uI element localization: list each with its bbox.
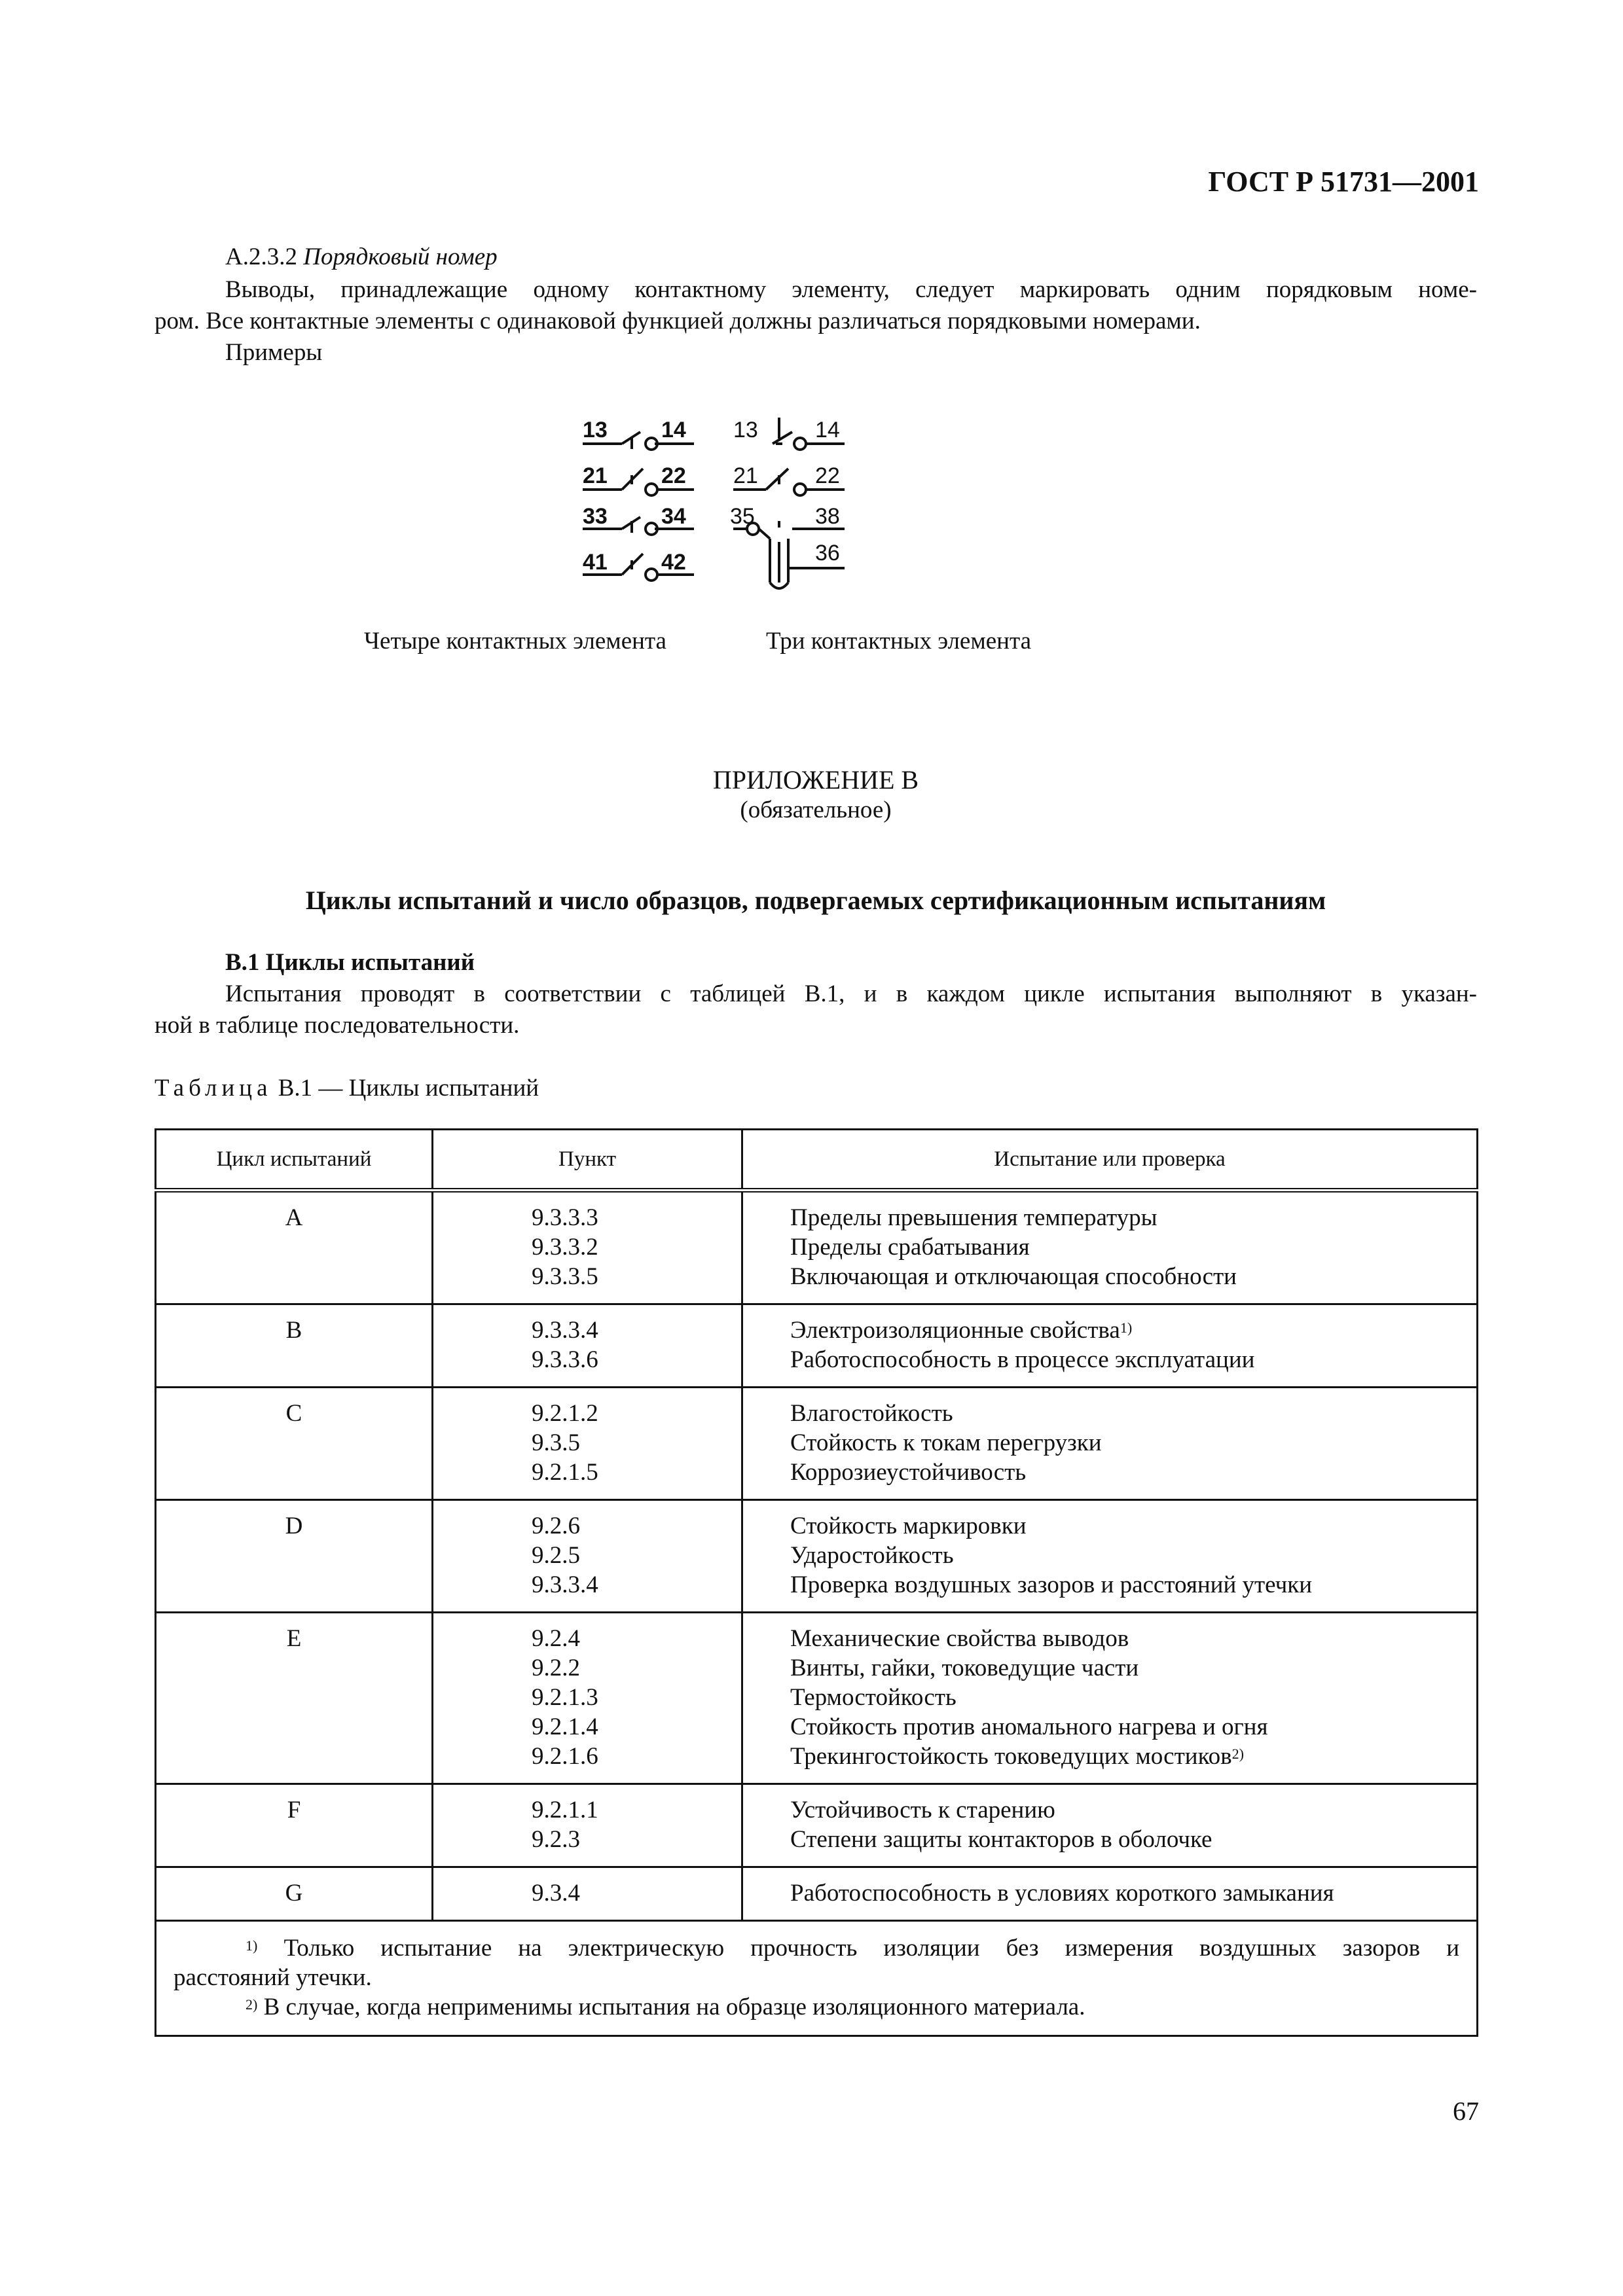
terminal-label: 13 <box>583 418 608 442</box>
table-row <box>156 1191 1478 1304</box>
test-cell: Пределы превышения температуры Пределы срабатывания Включающая и отключающая способности <box>742 1191 1478 1304</box>
terminal-label: 41 <box>583 550 608 575</box>
table-row <box>156 1500 1478 1613</box>
page-number: 67 <box>1453 2096 1479 2126</box>
section-title: Порядковый номер <box>303 243 498 270</box>
terminal-label: 35 <box>730 504 755 529</box>
section-number: А.2.3.2 <box>225 243 297 270</box>
test-cell: Механические свойства выводов Винты, гайки, токоведущие части Термостойкость Стойкость против аномального нагрева и огня Трекингостойкость токоведущих мостиков$^{2)}$ <box>742 1613 1478 1784</box>
item-cell: 9.3.3.3 9.3.3.2 9.3.3.5 <box>433 1191 742 1304</box>
terminal-label: 21 <box>583 463 608 488</box>
section-a232-heading <box>155 242 1477 272</box>
terminal-label: 14 <box>815 418 840 442</box>
footnote-1: $^{1)}$ Только испытание на электрическую прочность изоляции без измерения воздушных зазоров и <box>246 1935 1460 1962</box>
terminal-label: 34 <box>661 504 686 529</box>
cycle-cell: A <box>156 1191 433 1304</box>
terminal-label: 22 <box>815 463 840 488</box>
test-cycles-table <box>155 1128 1478 2037</box>
table-footnotes <box>156 1921 1478 2036</box>
test-cell: Устойчивость к старению Степени защиты контакторов в оболочке <box>742 1784 1478 1867</box>
document-header: ГОСТ Р 51731—2001 <box>1208 166 1479 198</box>
section-b1-body-line2: ной в таблице последовательности. <box>155 1012 520 1039</box>
table-caption-rest: В.1 — Циклы испытаний <box>272 1075 539 1102</box>
cycle-cell: G <box>156 1867 433 1921</box>
section-a232-body-line1: Выводы, принадлежащие одному контактному элементу, следует маркировать одним порядковым номе- <box>225 276 1477 303</box>
table-row <box>156 1867 1478 1921</box>
diagram-caption-right: Три контактных элемента <box>766 628 1032 655</box>
terminal-label: 13 <box>733 418 758 442</box>
section-b1-body-line1: Испытания проводят в соответствии с таблицей В.1, и в каждом цикле испытания выполняют в указан- <box>225 980 1477 1007</box>
terminal-label: 33 <box>583 504 608 529</box>
table-row <box>156 1613 1478 1784</box>
cycle-cell: D <box>156 1500 433 1613</box>
item-cell: 9.2.6 9.2.5 9.3.3.4 <box>433 1500 742 1613</box>
section-b1-title: В.1 Циклы испытаний <box>225 949 475 976</box>
table-row <box>156 1304 1478 1388</box>
cycle-cell: B <box>156 1304 433 1388</box>
cycle-cell: C <box>156 1388 433 1500</box>
appendix-heading: Циклы испытаний и число образцов, подвергаемых сертификационным испытаниям <box>305 886 1326 915</box>
test-cell: Влагостойкость Стойкость к токам перегрузки Коррозиеустойчивость <box>742 1388 1478 1500</box>
table-row <box>156 1784 1478 1867</box>
terminal-label: 21 <box>733 463 758 488</box>
item-cell: 9.3.3.4 9.3.3.6 <box>433 1304 742 1388</box>
test-cell: Электроизоляционные свойства$^{1)}$ Работоспособность в процессе эксплуатации <box>742 1304 1478 1388</box>
item-cell: 9.3.4 <box>433 1867 742 1921</box>
item-cell: 9.2.4 9.2.2 9.2.1.3 9.2.1.4 9.2.1.6 <box>433 1613 742 1784</box>
examples-label: Примеры <box>225 339 323 366</box>
terminal-label: 22 <box>661 463 686 488</box>
column-header-test: Испытание или проверка <box>742 1130 1478 1191</box>
section-a232-body-line2: ром. Все контактные элементы с одинаковой функцией должны различаться порядковыми номерами. <box>155 308 1201 334</box>
table-row <box>156 1388 1478 1500</box>
column-header-item: Пункт <box>433 1130 742 1191</box>
cycle-cell: F <box>156 1784 433 1867</box>
terminal-label: 38 <box>815 504 840 529</box>
table-footnotes-row <box>156 1921 1478 2036</box>
appendix-title: ПРИЛОЖЕНИЕ В <box>712 765 919 795</box>
appendix-subtitle: (обязательное) <box>740 797 892 823</box>
footnote-ref: 2) <box>1231 1746 1244 1762</box>
table-caption <box>155 1073 1477 1103</box>
cycle-cell: E <box>156 1613 433 1784</box>
footnote-ref: 1) <box>1120 1319 1133 1336</box>
column-header-cycle: Цикл испытаний <box>156 1130 433 1191</box>
table-caption-prefix: Таблица <box>155 1075 272 1102</box>
footnote-1-cont: расстояний утечки. <box>173 1964 372 1991</box>
diagram-caption-left: Четыре контактных элемента <box>364 628 666 655</box>
test-cell: Стойкость маркировки Ударостойкость Проверка воздушных зазоров и расстояний утечки <box>742 1500 1478 1613</box>
terminal-label: 14 <box>661 418 686 442</box>
table-header-row <box>156 1130 1478 1191</box>
terminal-label: 42 <box>661 550 686 575</box>
item-cell: 9.2.1.1 9.2.3 <box>433 1784 742 1867</box>
test-cell: Работоспособность в условиях короткого замыкания <box>742 1867 1478 1921</box>
footnote-2: $^{2)}$ В случае, когда неприменимы испытания на образце изоляционного материала. <box>246 1994 1085 2020</box>
contact-elements-diagram <box>563 411 930 601</box>
item-cell: 9.2.1.2 9.3.5 9.2.1.5 <box>433 1388 742 1500</box>
terminal-label: 36 <box>815 541 840 565</box>
